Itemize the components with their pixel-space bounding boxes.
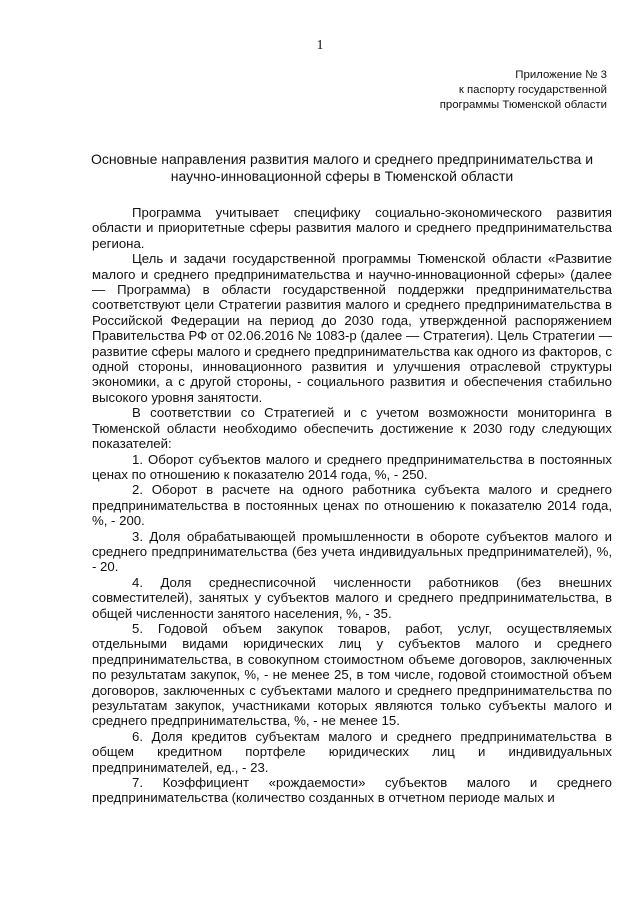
paragraph-indicators-intro: В соответствии со Стратегией и с учетом возможности мониторинга в Тюменской области необходимо обеспечить достижение к 2030 году следующих показателей: bbox=[92, 405, 612, 452]
indicator-item: 1. Оборот субъектов малого и среднего предпринимательства в постоянных ценах по отношению к показателю 2014 года, %, - 250. bbox=[92, 451, 612, 482]
document-title bbox=[72, 151, 612, 185]
paragraph-goals: Цель и задачи государственной программы Тюменской области «Развитие малого и среднего предпринимательства и научно-инновационной сферы» (далее — Программа) в области государственной поддержки предпринимательства соответствуют цели Стратегии развития малого и среднего предпринимательства в Российской Федерации на период до 2030 года, утвержденной распоряжением Правительства РФ от 02.06.2016 № 1083-р (далее — Стратегия). Цель Стратегии — развитие сферы малого и среднего предпринимательства как одного из факторов, с одной стороны, инновационного развития и улучшения отраслевой структуры экономики, а с другой стороны, - социального развития и обеспечения стабильно высокого уровня занятости. bbox=[92, 251, 612, 405]
indicator-item: 4. Доля среднесписочной численности работников (без внешних совместителей), занятых у субъектов малого и среднего предпринимательства, в общей численности занятого населения, %, - 35. bbox=[92, 574, 612, 621]
appendix-note bbox=[440, 68, 607, 113]
indicator-item: 2. Оборот в расчете на одного работника субъекта малого и среднего предпринимательства в постоянных ценах по отношению к показателю 2014 года, %, - 200. bbox=[92, 482, 612, 529]
paragraph-intro: Программа учитывает специфику социально-экономического развития области и приоритетные сферы развития малого и среднего предпринимательства региона. bbox=[92, 205, 612, 251]
title-line: Основные направления развития малого и среднего предпринимательства и bbox=[90, 151, 594, 167]
appendix-line: к паспорту государственной bbox=[458, 84, 607, 96]
indicator-item: 3. Доля обрабатывающей промышленности в обороте субъектов малого и среднего предпринимательства (без учета индивидуальных предпринимателей), %, - 20. bbox=[92, 528, 612, 575]
indicator-item: 6. Доля кредитов субъектам малого и среднего предпринимательства в общем кредитном портфеле юридических лиц и индивидуальных предпринимателей, ед., - 23. bbox=[92, 728, 612, 775]
page-number: 1 bbox=[316, 38, 324, 53]
appendix-line: Приложение № 3 bbox=[515, 69, 607, 81]
indicator-item: 5. Годовой объем закупок товаров, работ, услуг, осуществляемых отдельными видами юридических лиц у субъектов малого и среднего предпринимательства, в совокупном стоимостном объеме договоров, заключенных по результатам закупок, %, - не менее 25, в том числе, годовой стоимостной объем договоров, заключенных с субъектами малого и среднего предпринимательства по результатам закупок, участниками которых являются только субъекты малого и среднего предпринимательства, %, - не менее 15. bbox=[92, 620, 612, 729]
document-body bbox=[92, 205, 612, 806]
appendix-line: программы Тюменской области bbox=[439, 99, 607, 111]
indicator-item: 7. Коэффициент «рождаемости» субъектов малого и среднего предпринимательства (количество созданных в отчетном периоде малых и bbox=[92, 775, 612, 806]
title-line: научно-инновационной сферы в Тюменской области bbox=[170, 167, 514, 184]
